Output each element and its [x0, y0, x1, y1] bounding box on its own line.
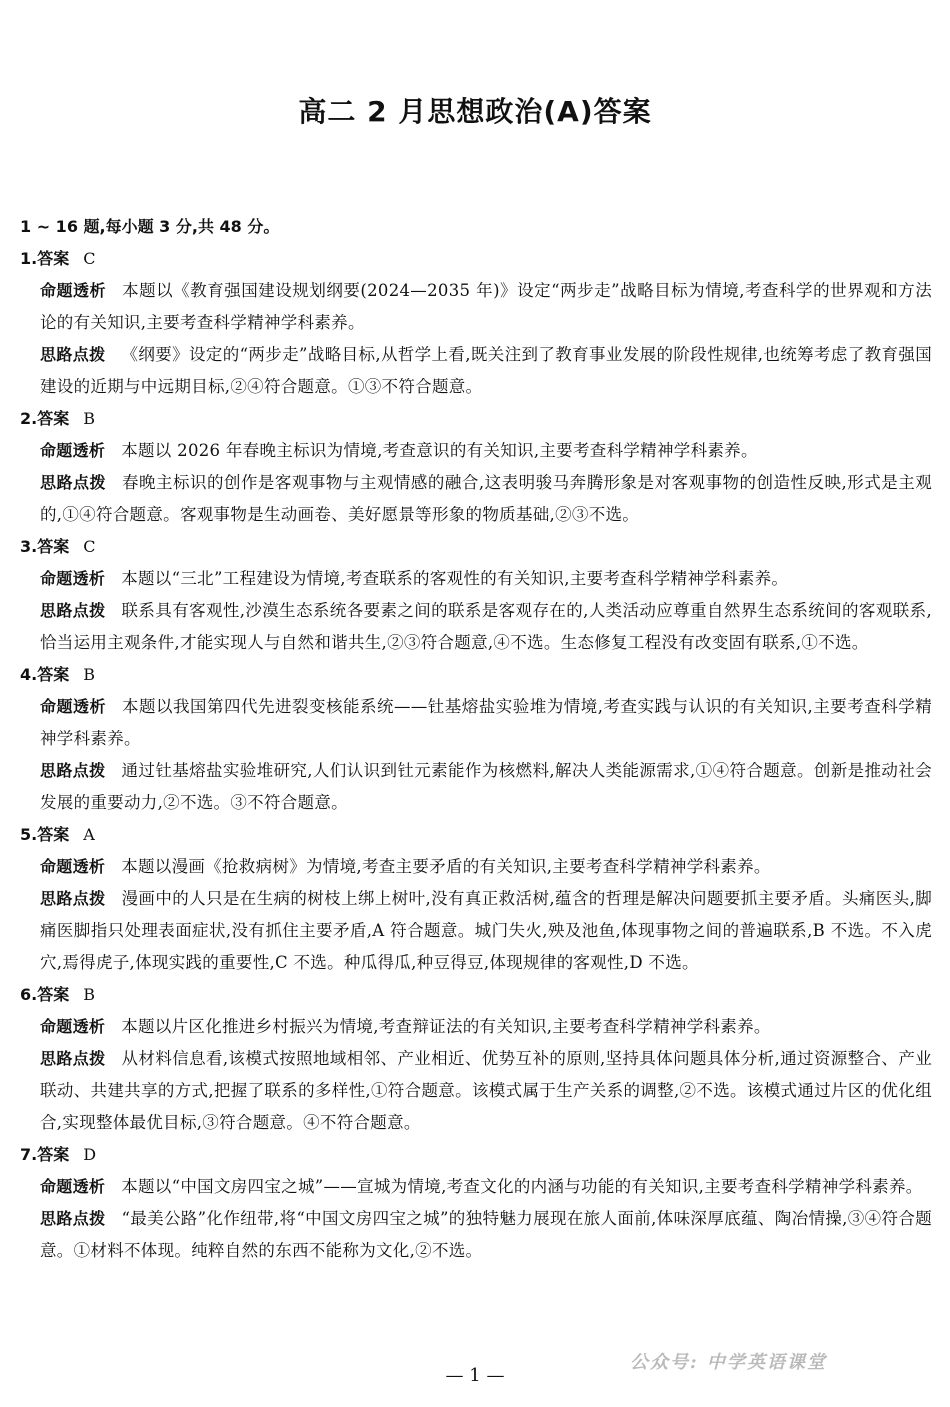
hint-label: 思路点拨 — [40, 1049, 106, 1068]
answer-line — [20, 531, 932, 563]
analysis-paragraph — [20, 435, 932, 467]
analysis-label: 命题透析 — [40, 1017, 106, 1036]
hint-paragraph — [20, 1043, 932, 1139]
analysis-label: 命题透析 — [40, 857, 106, 876]
analysis-paragraph — [20, 691, 932, 755]
item-number: 2. — [20, 409, 38, 428]
hint-paragraph — [20, 595, 932, 659]
answer-line — [20, 403, 932, 435]
answer-line — [20, 659, 932, 691]
answer-choice: C — [83, 249, 96, 268]
hint-paragraph — [20, 883, 932, 979]
answer-label: 答案 — [37, 825, 70, 844]
hint-label: 思路点拨 — [40, 761, 106, 780]
answer-item — [20, 531, 932, 659]
answer-item — [20, 819, 932, 979]
analysis-text: 本题以“三北”工程建设为情境,考查联系的客观性的有关知识,主要考查科学精神学科素养。 — [121, 569, 789, 588]
hint-text: 春晚主标识的创作是客观事物与主观情感的融合,这表明骏马奔腾形象是对客观事物的创造性反映,形式是主观的,①④符合题意。客观事物是生动画卷、美好愿景等形象的物质基础,②③不选。 — [40, 473, 932, 524]
item-number: 3. — [20, 537, 38, 556]
hint-text: 《纲要》设定的“两步走”战略目标,从哲学上看,既关注到了教育事业发展的阶段性规律,也统筹考虑了教育强国建设的近期与中远期目标,②④符合题意。①③不符合题意。 — [40, 345, 933, 396]
hint-text: 联系具有客观性,沙漠生态系统各要素之间的联系是客观存在的,人类活动应尊重自然界生态系统间的客观联系,恰当运用主观条件,才能实现人与自然和谐共生,②③符合题意,④不选。生态修复工程没有改变固有联系,①不选。 — [40, 601, 932, 652]
answer-item — [20, 659, 932, 819]
analysis-text: 本题以漫画《抢救病树》为情境,考查主要矛盾的有关知识,主要考查科学精神学科素养。 — [121, 857, 771, 876]
analysis-label: 命题透析 — [40, 441, 106, 460]
analysis-paragraph — [20, 851, 932, 883]
analysis-label: 命题透析 — [40, 697, 106, 716]
answer-choice: D — [83, 1145, 97, 1164]
answer-label: 答案 — [37, 985, 70, 1004]
answer-line — [20, 979, 932, 1011]
analysis-text: 本题以 2026 年春晚主标识为情境,考查意识的有关知识,主要考查科学精神学科素养。 — [121, 441, 758, 460]
answer-item — [20, 979, 932, 1139]
analysis-paragraph — [20, 563, 932, 595]
hint-text: 通过钍基熔盐实验堆研究,人们认识到钍元素能作为核燃料,解决人类能源需求,①④符合题意。创新是推动社会发展的重要动力,②不选。③不符合题意。 — [40, 761, 932, 812]
answer-content — [20, 211, 932, 1267]
document-title: 高二 2 月思想政治(A)答案 — [298, 95, 652, 128]
watermark-text: 公众号: 中学英语课堂 — [630, 1352, 827, 1373]
hint-label: 思路点拨 — [40, 1209, 106, 1228]
answer-label: 答案 — [37, 537, 70, 556]
answer-choice: B — [83, 409, 95, 428]
hint-paragraph — [20, 1203, 932, 1267]
item-number: 4. — [20, 665, 38, 684]
answer-list — [20, 243, 932, 1267]
answer-line — [20, 1139, 932, 1171]
item-number: 1. — [20, 249, 38, 268]
page-number: — 1 — — [445, 1365, 505, 1386]
analysis-text: 本题以片区化推进乡村振兴为情境,考查辩证法的有关知识,主要考查科学精神学科素养。 — [121, 1017, 771, 1036]
item-number: 7. — [20, 1145, 38, 1164]
hint-paragraph — [20, 467, 932, 531]
analysis-paragraph — [20, 1011, 932, 1043]
answer-label: 答案 — [37, 665, 70, 684]
answer-choice: A — [83, 825, 95, 844]
analysis-label: 命题透析 — [40, 1177, 106, 1196]
analysis-paragraph — [20, 1171, 932, 1203]
hint-paragraph — [20, 339, 932, 403]
analysis-label: 命题透析 — [40, 569, 106, 588]
answer-item — [20, 1139, 932, 1267]
analysis-paragraph — [20, 275, 932, 339]
analysis-text: 本题以“中国文房四宝之城”——宣城为情境,考查文化的内涵与功能的有关知识,主要考查科学精神学科素养。 — [121, 1177, 923, 1196]
hint-paragraph — [20, 755, 932, 819]
hint-label: 思路点拨 — [40, 889, 106, 908]
answer-item — [20, 243, 932, 403]
answer-line — [20, 243, 932, 275]
answer-label: 答案 — [37, 409, 70, 428]
answer-choice: C — [83, 537, 96, 556]
analysis-text: 本题以我国第四代先进裂变核能系统——钍基熔盐实验堆为情境,考查实践与认识的有关知识,主要考查科学精神学科素养。 — [40, 697, 932, 748]
hint-label: 思路点拨 — [40, 345, 106, 364]
answer-label: 答案 — [37, 1145, 70, 1164]
answer-item — [20, 403, 932, 531]
answer-label: 答案 — [37, 249, 70, 268]
answer-choice: B — [83, 985, 95, 1004]
item-number: 5. — [20, 825, 38, 844]
section-intro: 1 ~ 16 题,每小题 3 分,共 48 分。 — [20, 217, 280, 236]
answer-choice: B — [83, 665, 95, 684]
analysis-label: 命题透析 — [40, 281, 107, 300]
hint-text: 从材料信息看,该模式按照地域相邻、产业相近、优势互补的原则,坚持具体问题具体分析,通过资源整合、产业联动、共建共享的方式,把握了联系的多样性,①符合题意。该模式属于生产关系的调整,②不选。该模式通过片区的优化组合,实现整体最优目标,③符合题意。④不符合题意。 — [40, 1049, 932, 1132]
item-number: 6. — [20, 985, 38, 1004]
hint-label: 思路点拨 — [40, 473, 106, 492]
hint-label: 思路点拨 — [40, 601, 106, 620]
hint-text: “最美公路”化作纽带,将“中国文房四宝之城”的独特魅力展现在旅人面前,体味深厚底蕴、陶冶情操,③④符合题意。①材料不体现。纯粹自然的东西不能称为文化,②不选。 — [40, 1209, 932, 1260]
analysis-text: 本题以《教育强国建设规划纲要(2024—2035 年)》设定“两步走”战略目标为情境,考查科学的世界观和方法论的有关知识,主要考查科学精神学科素养。 — [40, 281, 933, 332]
answer-line — [20, 819, 932, 851]
hint-text: 漫画中的人只是在生病的树枝上绑上树叶,没有真正救活树,蕴含的哲理是解决问题要抓主要矛盾。头痛医头,脚痛医脚指只处理表面症状,没有抓住主要矛盾,A 符合题意。城门失火,殃及池鱼,体现事物之间的普遍联系,B 不选。不入虎穴,焉得虎子,体现实践的重要性,C 不选。种瓜得瓜,种豆得豆,体现规律的客观性,D 不选。 — [40, 889, 932, 972]
